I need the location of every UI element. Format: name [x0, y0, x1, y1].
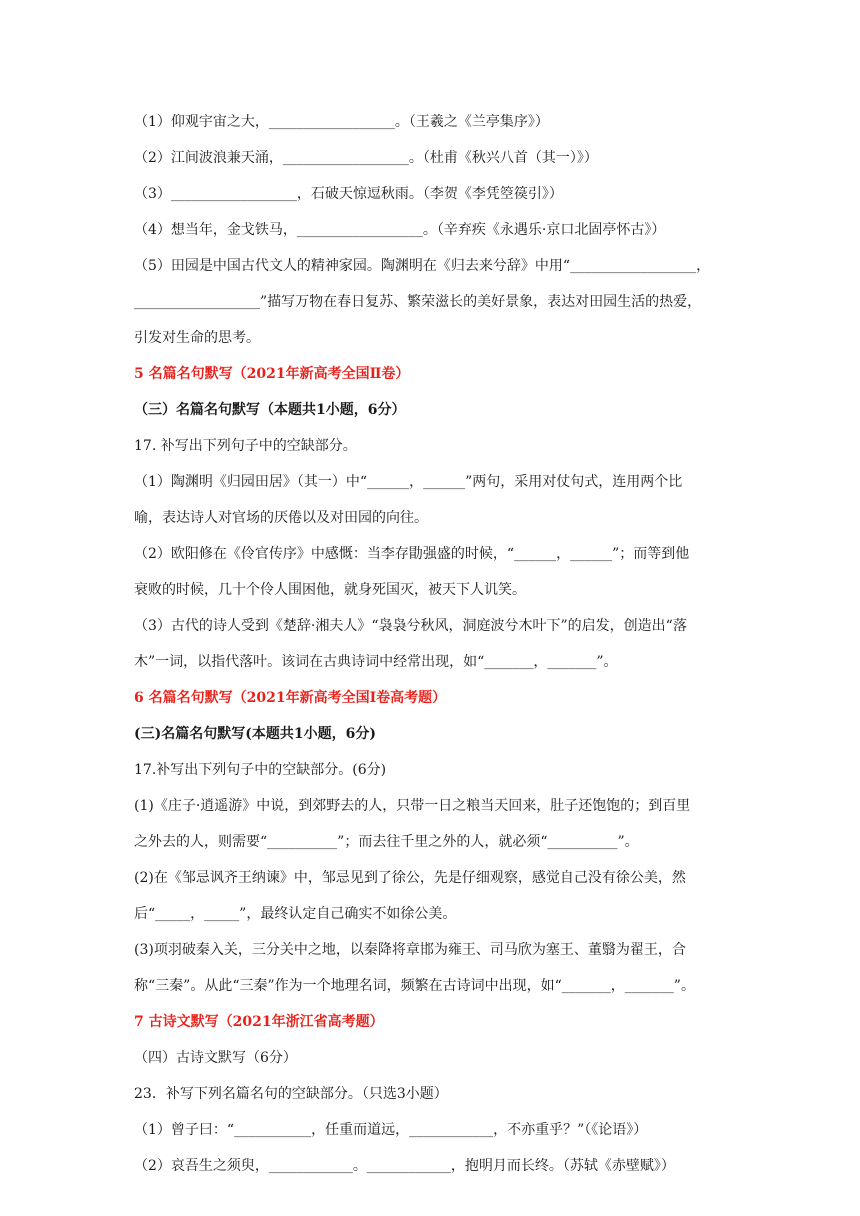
text-line: 之外去的人，则需要“__________”；而去往千里之外的人，就必须“__________”。	[134, 834, 639, 850]
text-line: 称“三秦”。从此“三秦”作为一个地理名词，频繁在古诗词中出现，如“_______，_______”。	[134, 978, 695, 994]
text-line: （2）江间波浪兼天涌，__________________。（杜甫《秋兴八首（其一）》）	[134, 150, 598, 166]
text-line: （1）曾子曰：“___________，任重而道远，____________，不亦重乎？”（《论语》）	[134, 1122, 648, 1138]
text-line: 喻，表达诗人对官场的厌倦以及对田园的向往。	[134, 510, 428, 526]
subsection-heading: （三）名篇名句默写（本题共1小题，6分）	[134, 402, 406, 418]
text-line: 木”一词，以指代落叶。该词在古典诗词中经常出现，如“_______，_______”。	[134, 654, 618, 670]
text-line: (2)在《邹忌讽齐王纳谏》中，邹忌见到了徐公，先是仔细观察，感觉自己没有徐公美，然	[134, 870, 686, 886]
text-line: （3）__________________，石破天惊逗秋雨。（李贺《李凭箜篌引》）	[134, 186, 563, 202]
section-heading: 7 古诗文默写（2021年浙江省高考题）	[134, 1014, 384, 1030]
text-line: (3)项羽破秦入关，三分关中之地，以秦降将章邯为雍王、司马欣为塞王、董翳为翟王，合	[134, 942, 686, 958]
text-line: （4）想当年，金戈铁马，__________________。（辛弃疾《永遇乐·京口北固亭怀古》）	[134, 222, 666, 238]
text-line: （5）田园是中国古代文人的精神家园。陶渊明在《归去来兮辞》中用“__________________，	[134, 258, 711, 274]
text-line: （2）欧阳修在《伶官传序》中感慨：当李存勖强盛的时候，“______，______”；而等到他	[134, 546, 690, 562]
text-line: 17. 补写出下列句子中的空缺部分。	[134, 438, 357, 454]
text-line: (1)《庄子·逍遥游》中说，到郊野去的人，只带一日之粮当天回来，肚子还饱饱的；到百里	[134, 798, 691, 814]
text-line: （2）哀吾生之须臾，____________。____________，抱明月而长终。（苏轼《赤壁赋》）	[134, 1158, 675, 1174]
text-line: （3）古代的诗人受到《楚辞·湘夫人》“袅袅兮秋风，洞庭波兮木叶下”的启发，创造出“落	[134, 618, 687, 634]
text-line: 后“_____，_____”，最终认定自己确实不如徐公美。	[134, 906, 457, 922]
text-line: （四）古诗文默写（6分）	[134, 1050, 297, 1066]
section-heading: 6 名篇名句默写（2021年新高考全国I卷高考题）	[134, 690, 447, 706]
text-line: 17.补写出下列句子中的空缺部分。(6分)	[134, 762, 387, 778]
text-line: 引发对生命的思考。	[134, 330, 260, 346]
section-heading: 5 名篇名句默写（2021年新高考全国Ⅱ卷）	[134, 366, 410, 382]
document-body	[134, 104, 734, 1184]
subsection-heading: (三)名篇名句默写(本题共1小题，6分)	[134, 726, 376, 742]
text-line: __________________”描写万物在春日复苏、繁荣滋长的美好景象，表达对田园生活的热爱，	[134, 294, 702, 310]
text-line: 23．补写下列名篇名句的空缺部分。（只选3小题）	[134, 1086, 448, 1102]
text-line: 衰败的时候，几十个伶人围困他，就身死国灭，被天下人讥笑。	[134, 582, 526, 598]
text-line: （1）陶渊明《归园田居》（其一）中“______，______”两句，采用对仗句式，连用两个比	[134, 474, 683, 490]
text-line: （1）仰观宇宙之大，__________________。（王羲之《兰亭集序》）	[134, 114, 549, 130]
